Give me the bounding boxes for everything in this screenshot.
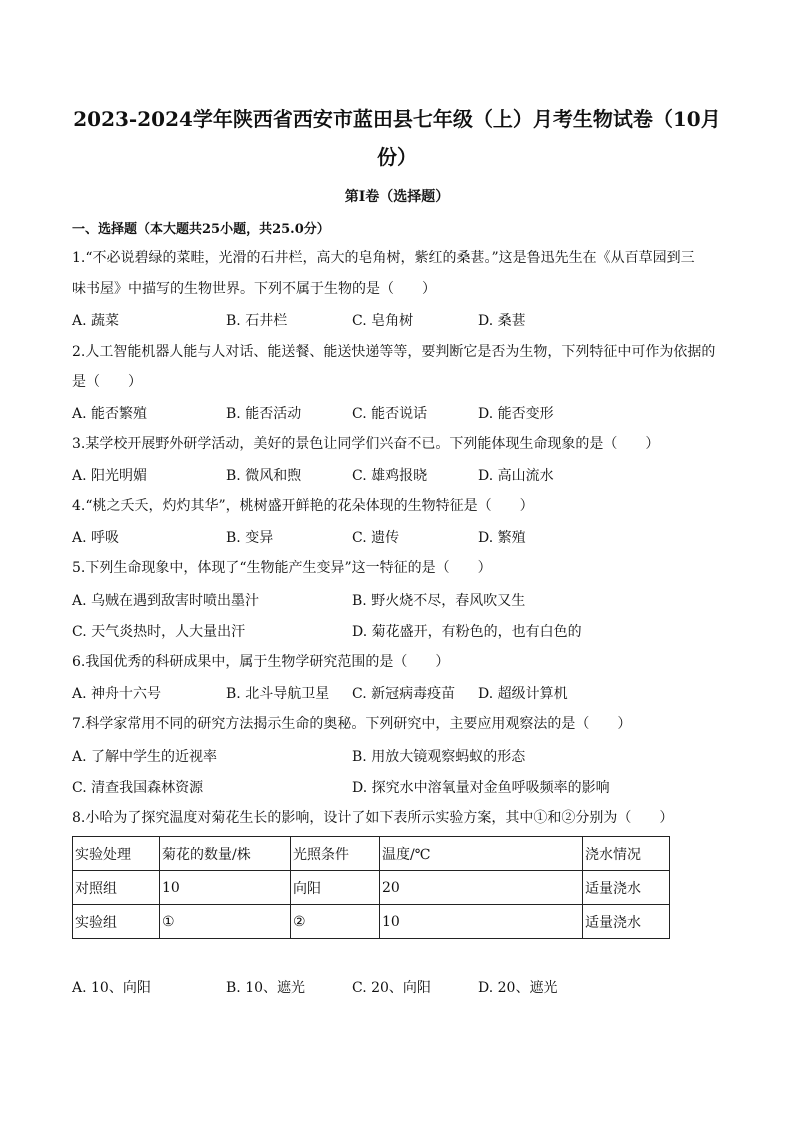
option-d[interactable]: D. 菊花盛开，有粉色的，也有白色的 xyxy=(352,624,582,640)
option-d[interactable]: D. 繁殖 xyxy=(478,530,526,546)
table-header-row xyxy=(73,837,670,871)
option-a[interactable]: A. 呼吸 xyxy=(72,530,120,546)
option-b[interactable]: B. 野火烧不尽，春风吹又生 xyxy=(352,593,526,609)
table-cell: 20 xyxy=(380,871,583,905)
section-heading: 一、选择题（本大题共25小题，共25.0分） xyxy=(72,222,330,237)
option-d[interactable]: D. 探究水中溶氧量对金鱼呼吸频率的影响 xyxy=(352,780,610,796)
option-c[interactable]: C. 皂角树 xyxy=(352,313,414,329)
table-header-cell: 浇水情况 xyxy=(583,837,670,871)
experiment-table xyxy=(72,836,670,939)
question-4-options xyxy=(72,527,732,547)
part-title: 第I卷（选择题） xyxy=(344,189,450,205)
option-c[interactable]: C. 遗传 xyxy=(352,530,400,546)
option-b[interactable]: B. 10、遮光 xyxy=(226,980,306,996)
table-cell: 向阳 xyxy=(291,871,380,905)
table-cell: 10 xyxy=(160,871,291,905)
table-cell: ② xyxy=(291,905,380,939)
table-header-cell: 光照条件 xyxy=(291,837,380,871)
table-header-cell: 菊花的数量/株 xyxy=(160,837,291,871)
question-6-line-1: 6.我国优秀的科研成果中，属于生物学研究范围的是（ ） xyxy=(72,654,450,670)
question-2-options xyxy=(72,403,732,423)
option-b[interactable]: B. 用放大镜观察蚂蚁的形态 xyxy=(352,749,526,765)
option-c[interactable]: C. 天气炎热时，人大量出汗 xyxy=(72,624,246,640)
question-1-line-2: 味书屋》中描写的生物世界。下列不属于生物的是（ ） xyxy=(72,281,436,297)
table-cell: 对照组 xyxy=(73,871,160,905)
option-b[interactable]: B. 能否活动 xyxy=(226,406,302,422)
option-a[interactable]: A. 10、向阳 xyxy=(72,980,151,996)
option-a[interactable]: A. 能否繁殖 xyxy=(72,406,148,422)
option-c[interactable]: C. 雄鸡报晓 xyxy=(352,468,428,484)
table-cell: 实验组 xyxy=(73,905,160,939)
option-c[interactable]: C. 20、向阳 xyxy=(352,980,431,996)
option-c[interactable]: C. 清查我国森林资源 xyxy=(72,780,204,796)
option-c[interactable]: C. 能否说话 xyxy=(352,406,428,422)
table-cell: ① xyxy=(160,905,291,939)
question-8-options xyxy=(72,977,732,997)
option-d[interactable]: D. 超级计算机 xyxy=(478,686,568,702)
option-a[interactable]: A. 蔬菜 xyxy=(72,313,120,329)
option-c[interactable]: C. 新冠病毒疫苗 xyxy=(352,686,456,702)
question-2-line-1: 2.人工智能机器人能与人对话、能送餐、能送快递等等，要判断它是否为生物，下列特征中可作为依据的 xyxy=(72,344,716,360)
question-5-options-row-1 xyxy=(72,590,732,610)
option-d[interactable]: D. 能否变形 xyxy=(478,406,554,422)
option-b[interactable]: B. 石井栏 xyxy=(226,313,288,329)
question-8-line-1: 8.小哈为了探究温度对菊花生长的影响，设计了如下表所示实验方案，其中①和②分别为（ ） xyxy=(72,810,674,826)
option-a[interactable]: A. 阳光明媚 xyxy=(72,468,148,484)
question-1-line-1: 1.“不必说碧绿的菜畦，光滑的石井栏，高大的皂角树，紫红的桑葚。”这是鲁迅先生在《从百草园到三 xyxy=(72,250,695,266)
table-row xyxy=(73,871,670,905)
option-a[interactable]: A. 了解中学生的近视率 xyxy=(72,749,218,765)
question-6-options xyxy=(72,683,732,703)
question-5-options-row-2 xyxy=(72,621,732,641)
question-2-line-2: 是（ ） xyxy=(72,374,142,390)
table-row xyxy=(73,905,670,939)
option-d[interactable]: D. 桑葚 xyxy=(478,313,526,329)
option-b[interactable]: B. 变异 xyxy=(226,530,274,546)
option-a[interactable]: A. 乌贼在遇到敌害时喷出墨汁 xyxy=(72,593,260,609)
question-5-line-1: 5.下列生命现象中，体现了“生物能产生变异”这一特征的是（ ） xyxy=(72,560,492,576)
table-cell: 10 xyxy=(380,905,583,939)
question-4-line-1: 4.“桃之夭夭，灼灼其华”，桃树盛开鲜艳的花朵体现的生物特征是（ ） xyxy=(72,498,534,514)
option-d[interactable]: D. 20、遮光 xyxy=(478,980,558,996)
table-header-cell: 实验处理 xyxy=(73,837,160,871)
table-cell: 适量浇水 xyxy=(583,871,670,905)
question-1-options xyxy=(72,310,732,330)
table-header-cell: 温度/℃ xyxy=(380,837,583,871)
question-3-options xyxy=(72,465,732,485)
option-d[interactable]: D. 高山流水 xyxy=(478,468,554,484)
option-b[interactable]: B. 北斗导航卫星 xyxy=(226,686,330,702)
question-3-line-1: 3.某学校开展野外研学活动，美好的景色让同学们兴奋不已。下列能体现生命现象的是（ ） xyxy=(72,436,660,452)
option-b[interactable]: B. 微风和煦 xyxy=(226,468,302,484)
exam-title: 2023-2024学年陕西省西安市蓝田县七年级（上）月考生物试卷（10月份） xyxy=(73,107,721,169)
question-7-options-row-2 xyxy=(72,777,732,797)
question-7-line-1: 7.科学家常用不同的研究方法揭示生命的奥秘。下列研究中，主要应用观察法的是（ ） xyxy=(72,716,632,732)
question-7-options-row-1 xyxy=(72,746,732,766)
option-a[interactable]: A. 神舟十六号 xyxy=(72,686,162,702)
table-cell: 适量浇水 xyxy=(583,905,670,939)
